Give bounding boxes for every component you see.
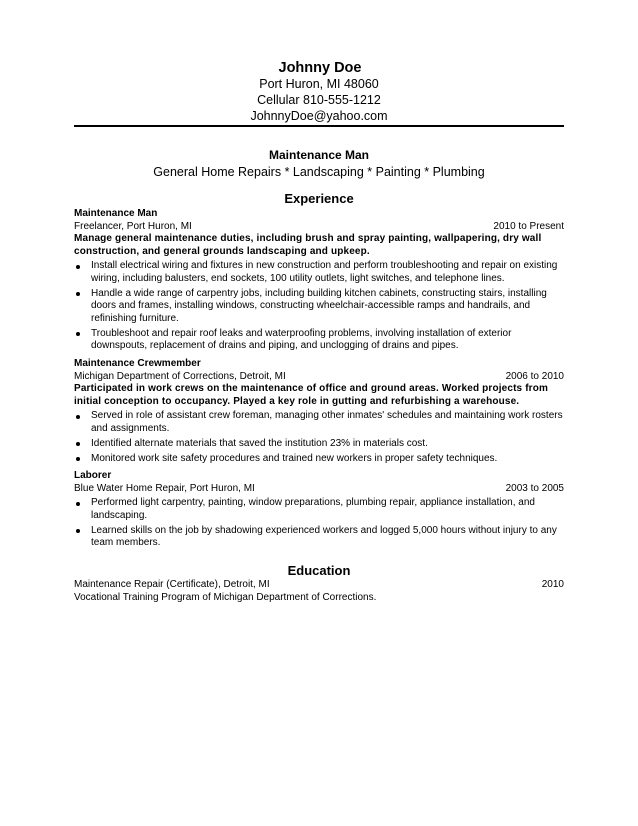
list-item: Troubleshoot and repair roof leaks and waterproofing problems, involving installation of exterior downspouts, replacement of drains and piping, and unclogging of drains and pipes. xyxy=(74,328,564,353)
job-bullet-list xyxy=(74,497,564,550)
list-item: Monitored work site safety procedures and trained new workers in proper safety techniques. xyxy=(74,453,564,466)
job-employer-line xyxy=(74,483,564,496)
list-item: Install electrical wiring and fixtures in new construction and perform troubleshooting and repair on existing wiring, including balusters, end sockets, 100 utility outlets, light switches, and telephone lines. xyxy=(74,260,564,285)
list-item: Performed light carpentry, painting, window preparations, plumbing repair, appliance installation, and landscaping. xyxy=(74,497,564,522)
email: JohnnyDoe@yahoo.com xyxy=(250,109,388,123)
list-item: Learned skills on the job by shadowing experienced workers and logged 5,000 hours without injury to any team members. xyxy=(74,525,564,550)
job-summary: Manage general maintenance duties, including brush and spray painting, wallpapering, dry wall construction, and general grounds landscaping and upkeep. xyxy=(74,233,542,257)
education-year: 2010 xyxy=(541,579,564,590)
job-employer: Blue Water Home Repair, Port Huron, MI xyxy=(74,482,255,494)
job-bullet-list xyxy=(74,260,564,353)
experience-heading: Experience xyxy=(284,191,354,206)
bullet-icon xyxy=(76,529,80,533)
job-entry xyxy=(74,358,564,468)
education-credential: Maintenance Repair (Certificate), Detroit, MI xyxy=(74,579,270,590)
education-line xyxy=(74,579,564,592)
job-title: Maintenance Man xyxy=(74,208,158,219)
job-dates: 2003 to 2005 xyxy=(505,482,564,494)
bullet-icon xyxy=(76,502,80,506)
bullet-icon xyxy=(76,265,80,269)
job-title: Laborer xyxy=(74,470,112,481)
job-title: Maintenance Crewmember xyxy=(74,358,201,369)
job-employer-line xyxy=(74,221,564,234)
bullet-icon xyxy=(76,292,80,296)
list-item: Served in role of assistant crew foreman, managing other inmates' schedules and maintaining work rosters and assignments. xyxy=(74,410,564,435)
list-item: Handle a wide range of carpentry jobs, including building kitchen cabinets, constructing stairs, installing doors and frames, installing windows, constructing wheelchair-accessible ramps and handrails, and refinishing furniture. xyxy=(74,288,564,326)
objective-block xyxy=(0,148,638,180)
job-summary: Participated in work crews on the maintenance of office and ground areas. Worked projects from initial conception to occupancy. Played a key role in gutting and refurbishing a warehouse. xyxy=(74,383,549,407)
header-divider xyxy=(74,125,564,127)
job-dates: 2006 to 2010 xyxy=(505,370,564,382)
education-heading: Education xyxy=(287,563,351,578)
job-employer: Freelancer, Port Huron, MI xyxy=(74,220,192,232)
objective-subtitle: General Home Repairs * Landscaping * Painting * Plumbing xyxy=(153,165,485,179)
bullet-icon xyxy=(76,457,80,461)
list-item: Identified alternate materials that saved the institution 23% in materials cost. xyxy=(74,438,564,451)
job-entry xyxy=(74,470,564,552)
job-bullet-list xyxy=(74,410,564,465)
resume-header xyxy=(0,60,638,124)
candidate-name: Johnny Doe xyxy=(278,60,362,76)
bullet-icon xyxy=(76,442,80,446)
bullet-icon xyxy=(76,415,80,419)
address: Port Huron, MI 48060 xyxy=(259,77,379,91)
phone: Cellular 810-555-1212 xyxy=(257,93,381,107)
job-dates: 2010 to Present xyxy=(493,220,564,232)
education-detail: Vocational Training Program of Michigan Department of Corrections. xyxy=(74,591,377,603)
job-employer-line xyxy=(74,371,564,384)
objective-title: Maintenance Man xyxy=(268,148,370,162)
job-entry xyxy=(74,208,564,355)
bullet-icon xyxy=(76,332,80,336)
education-entry xyxy=(74,579,564,604)
job-employer: Michigan Department of Corrections, Detroit, MI xyxy=(74,370,286,382)
